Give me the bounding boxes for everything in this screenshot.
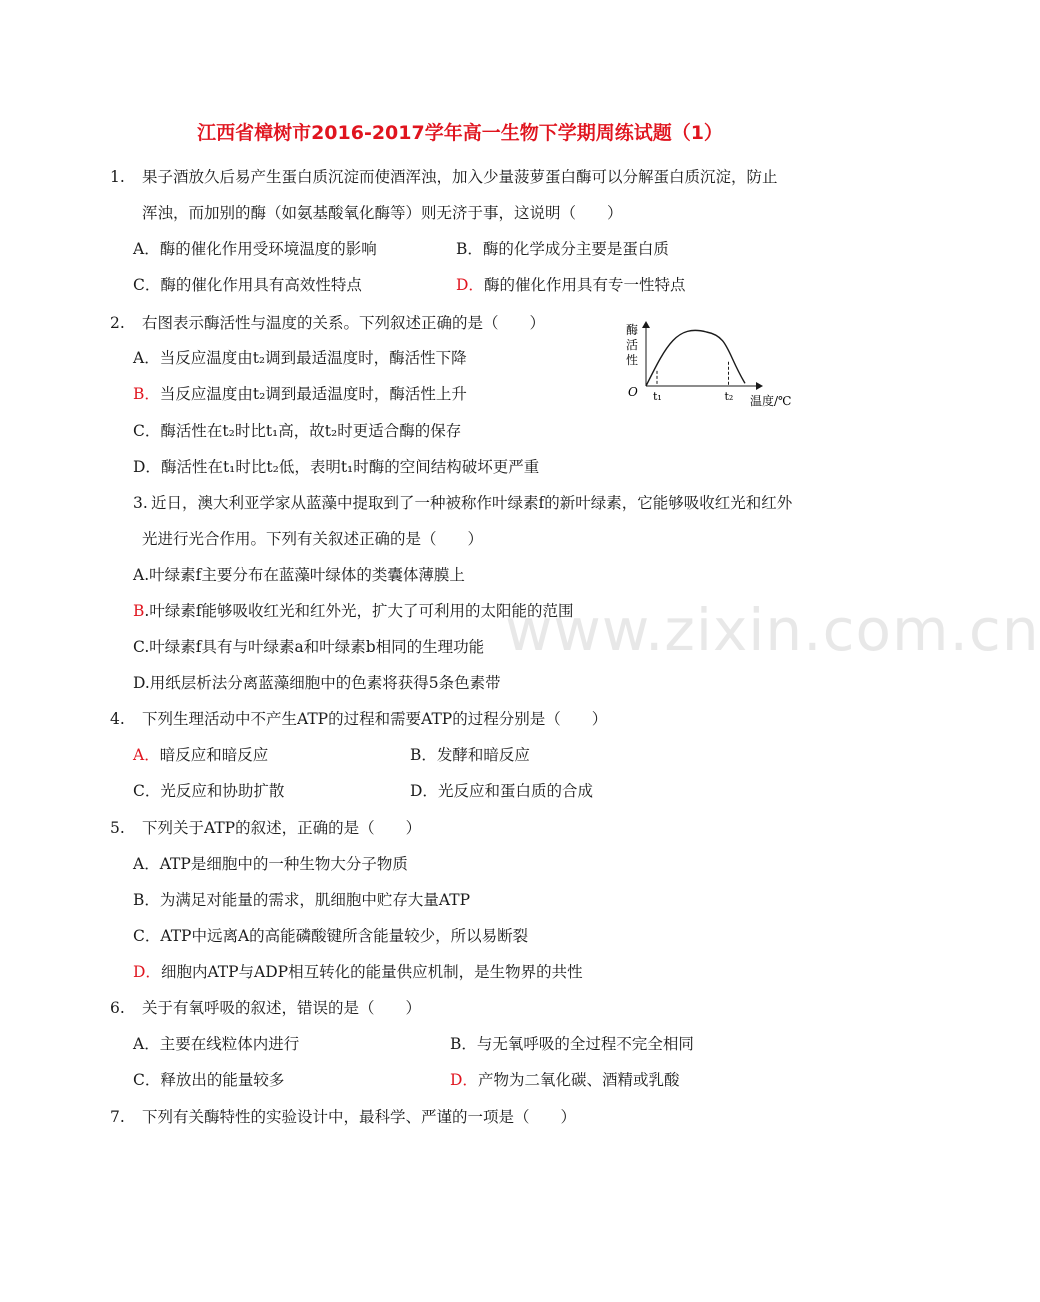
x-axis-label: 温度/℃ [750, 394, 792, 408]
q4-option-c: C．光反应和协助扩散 [133, 782, 285, 800]
origin-label: O [628, 385, 638, 399]
q2-number: 2. [110, 314, 125, 332]
q1-option-c: C．酶的催化作用具有高效性特点 [133, 276, 362, 294]
svg-text:酶: 酶 [626, 323, 639, 337]
q4-option-d: D．光反应和蛋白质的合成 [410, 782, 593, 800]
q1-stem: 果子酒放久后易产生蛋白质沉淀而使酒浑浊，加入少量菠萝蛋白酶可以分解蛋白质沉淀，防止 [142, 168, 778, 186]
enzyme-activity-chart [622, 318, 812, 418]
q1-option-b: B．酶的化学成分主要是蛋白质 [456, 240, 669, 258]
q6-option-d: D．产物为二氧化碳、酒精或乳酸 [450, 1071, 680, 1089]
q5-stem: 下列关于ATP的叙述，正确的是（ ） [142, 819, 422, 837]
q6-option-a: A．主要在线粒体内进行 [133, 1035, 300, 1053]
q3-option-c: C.叶绿素f具有与叶绿素a和叶绿素b相同的生理功能 [133, 638, 485, 656]
q2-option-d: D．酶活性在t₁时比t₂低，表明t₁时酶的空间结构破坏更严重 [133, 458, 540, 476]
q6-number: 6. [110, 999, 125, 1017]
q1-option-a: A．酶的催化作用受环境温度的影响 [133, 240, 377, 258]
t2-tick-label: t₂ [724, 390, 734, 403]
svg-text:活: 活 [626, 338, 639, 352]
q5-option-c: C．ATP中远离A的高能磷酸键所含能量较少，所以易断裂 [133, 927, 529, 945]
q1-stem-cont: 浑浊，而加别的酶（如氨基酸氧化酶等）则无济于事，这说明（ ） [142, 204, 623, 222]
q1-number: 1. [110, 168, 125, 186]
q6-option-b: B．与无氧呼吸的全过程不完全相同 [450, 1035, 694, 1053]
q3-number: 3. [133, 494, 148, 512]
q5-option-d: D．细胞内ATP与ADP相互转化的能量供应机制，是生物界的共性 [133, 963, 583, 981]
q2-option-b: B．当反应温度由t₂调到最适温度时，酶活性上升 [133, 385, 467, 403]
q2-option-a: A．当反应温度由t₂调到最适温度时，酶活性下降 [133, 349, 467, 367]
activity-curve [646, 330, 745, 386]
q5-option-b: B．为满足对能量的需求，肌细胞中贮存大量ATP [133, 891, 471, 909]
q4-number: 4. [110, 710, 125, 728]
q3-stem-cont: 光进行光合作用。下列有关叙述正确的是（ ） [142, 530, 484, 548]
y-axis-label [626, 322, 638, 367]
q3-option-d: D.用纸层析法分离蓝藻细胞中的色素将获得5条色素带 [133, 674, 501, 692]
q2-option-c: C．酶活性在t₂时比t₁高，故t₂时更适合酶的保存 [133, 422, 462, 440]
q6-stem: 关于有氧呼吸的叙述，错误的是（ ） [142, 999, 422, 1017]
q3-stem: 近日，澳大利亚学家从蓝藻中提取到了一种被称作叶绿素f的新叶绿素，它能够吸收红光和红外 [151, 494, 793, 512]
q5-number: 5. [110, 819, 125, 837]
q4-stem: 下列生理活动中不产生ATP的过程和需要ATP的过程分别是（ ） [142, 710, 608, 728]
q7-number: 7. [110, 1108, 125, 1126]
q2-stem: 右图表示酶活性与温度的关系。下列叙述正确的是（ ） [142, 314, 546, 332]
t1-tick-label: t₁ [653, 390, 662, 403]
q6-option-c: C．释放出的能量较多 [133, 1071, 285, 1089]
q7-stem: 下列有关酶特性的实验设计中，最科学、严谨的一项是（ ） [142, 1108, 577, 1126]
q1-option-d: D．酶的催化作用具有专一性特点 [456, 276, 686, 294]
q4-option-a: A．暗反应和暗反应 [133, 746, 269, 764]
q3-option-a: A.叶绿素f主要分布在蓝藻叶绿体的类囊体薄膜上 [133, 566, 465, 584]
page-title: 江西省樟树市2016-2017学年高一生物下学期周练试题（1） [197, 122, 723, 144]
q3-option-b: B.叶绿素f能够吸收红光和红外光，扩大了可利用的太阳能的范围 [133, 602, 574, 620]
svg-text:性: 性 [626, 353, 639, 367]
q5-option-a: A．ATP是细胞中的一种生物大分子物质 [133, 855, 408, 873]
watermark: www.zixin.com.cn [505, 596, 1040, 664]
q4-option-b: B．发酵和暗反应 [410, 746, 530, 764]
